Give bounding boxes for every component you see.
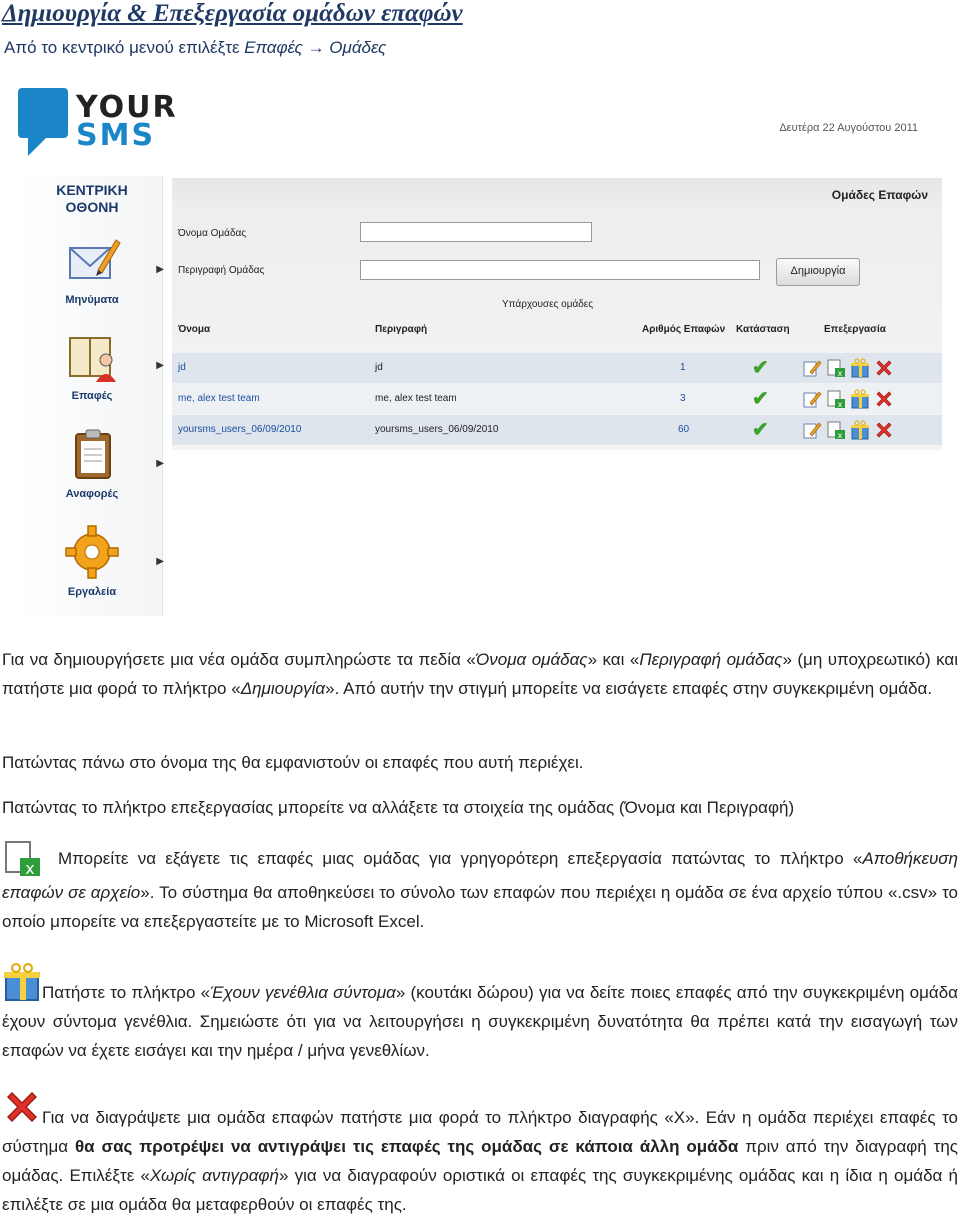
edit-icon[interactable] — [802, 389, 822, 409]
sidebar-item-reports[interactable]: Αναφορές ▶ — [22, 424, 162, 500]
table-row — [172, 384, 942, 414]
app-screenshot — [12, 80, 948, 620]
group-description: me, alex test team — [375, 393, 457, 404]
path-groups: Ομάδες — [329, 38, 387, 57]
export-file-icon — [2, 838, 42, 878]
table-row — [172, 415, 942, 445]
group-name-link[interactable]: jd — [178, 362, 186, 373]
gift-birthday-icon[interactable] — [850, 358, 870, 378]
sidebar-item-contacts[interactable]: Επαφές ▶ — [22, 326, 162, 402]
group-description: jd — [375, 362, 383, 373]
paragraph-create: Για να δημιουργήσετε μια νέα ομάδα συμπληρώστε τα πεδία «Όνομα ομάδας» και «Περιγραφή ομάδας» (μη υποχρεωτικό) και πατήστε μια φορά το πλήκτρο «Δημιουργία». Από αυτήν την στιγμή μπορείτε να εισάγετε επαφές στην συγκεκριμένη ομάδα. — [2, 650, 958, 698]
navigation-instruction: Από το κεντρικό μενού επιλέξτε Επαφές → Ομάδες — [4, 38, 387, 57]
delete-icon[interactable] — [874, 358, 894, 378]
edit-icon[interactable] — [802, 420, 822, 440]
arrow-icon: → — [307, 38, 325, 57]
group-name-input[interactable] — [360, 222, 592, 242]
col-description: Περιγραφή — [375, 324, 428, 335]
gift-birthday-icon — [2, 962, 42, 1002]
chevron-right-icon: ▶ — [156, 360, 164, 371]
groups-panel — [172, 178, 942, 450]
svg-text:x: x — [837, 431, 843, 440]
contact-count: 1 — [680, 362, 686, 373]
paragraph-view: Πατώντας πάνω στο όνομα της θα εμφανιστούν οι επαφές που αυτή περιέχει. — [2, 753, 584, 772]
chevron-right-icon: ▶ — [156, 556, 164, 567]
paragraph-export: x Μπορείτε να εξάγετε τις επαφές μιας ομάδας για γρηγορότερη επεξεργασία πατώντας το πλήκτρο «Αποθήκευση επαφών σε αρχείο». Το σύστημα θα αποθηκεύσει το σύνολο των επαφών που περιέχει η ομάδα σε ένα αρχείο τύπου «.csv» το οποίο μπορείτε να επεξεργαστείτε με το Microsoft Excel. — [2, 838, 958, 936]
export-file-icon[interactable] — [826, 389, 846, 409]
group-name-link[interactable]: yoursms_users_06/09/2010 — [178, 424, 302, 435]
group-name-link[interactable]: me, alex test team — [178, 393, 260, 404]
svg-text:x: x — [25, 859, 35, 878]
contact-count: 60 — [678, 424, 690, 435]
status-check-icon: ✔ — [752, 357, 769, 379]
chevron-right-icon: ▶ — [156, 264, 164, 275]
gift-birthday-icon[interactable] — [850, 389, 870, 409]
status-check-icon: ✔ — [752, 388, 769, 410]
clipboard-report-icon — [62, 424, 122, 484]
chevron-right-icon: ▶ — [156, 458, 164, 469]
delete-icon[interactable] — [874, 420, 894, 440]
paragraph-delete: Για να διαγράψετε μια ομάδα επαφών πατήστε μια φορά το πλήκτρο διαγραφής «Χ». Εάν η ομάδα περιέχει επαφές το σύστημα θα σας προτρέψει να αντιγράψει τις επαφές της ομάδας σε κάποια άλλη ομάδα πριν από την διαγραφή της ομάδας. Επιλέξτε «Χωρίς αντιγραφή» για να διαγραφούν οριστικά οι επαφές της συγκεκριμένης ομάδας και η ίδια η ομάδα ή επιλέξτε σε μια ομάδα θα μεταφερθούν οι επαφές της. — [2, 1087, 958, 1219]
gear-icon — [62, 522, 122, 582]
group-name-label: Όνομα Ομάδας — [178, 228, 247, 239]
path-contacts: Επαφές — [244, 38, 303, 57]
create-button[interactable]: Δημιουργία — [776, 258, 860, 286]
existing-groups-label: Υπάρχουσες ομάδες — [502, 299, 594, 310]
col-status: Κατάσταση — [736, 324, 790, 335]
envelope-quill-icon — [62, 230, 122, 290]
delete-icon[interactable] — [874, 389, 894, 409]
col-name: Όνομα — [178, 324, 211, 335]
logo-bubble-icon — [18, 88, 68, 138]
status-check-icon: ✔ — [752, 419, 769, 441]
col-edit: Επεξεργασία — [824, 324, 886, 335]
paragraph-edit: Πατώντας το πλήκτρο επεξεργασίας μπορείτε να αλλάξετε τα στοιχεία της ομάδας (Όνομα και Περιγραφή) — [2, 798, 795, 817]
gift-birthday-icon[interactable] — [850, 420, 870, 440]
group-description-label: Περιγραφή Ομάδας — [178, 265, 265, 276]
svg-text:x: x — [837, 369, 843, 378]
sidebar-item-messages[interactable]: Μηνύματα ▶ — [22, 230, 162, 306]
paragraph-birthdays: Πατήστε το πλήκτρο «Έχουν γενέθλια σύντομα» (κουτάκι δώρου) για να δείτε ποιες επαφές από την συγκεκριμένη ομάδα έχουν σύντομα γενέθλια. Σημειώστε ότι για να λειτουργήσει η συγκεκριμένη δυνατότητα θα πρέπει κατά την εισαγωγή των επαφών να έχετε εισάγει και την ημέρα / μήνα γενεθλίων. — [2, 962, 958, 1065]
edit-icon[interactable] — [802, 358, 822, 378]
svg-text:x: x — [837, 400, 843, 409]
panel-title: Ομάδες Επαφών — [831, 188, 928, 202]
page-title: Δημιουργία & Επεξεργασία ομάδων επαφών — [2, 0, 463, 27]
contact-count: 3 — [680, 393, 686, 404]
group-description: yoursms_users_06/09/2010 — [375, 424, 499, 435]
sidebar-home[interactable]: ΚΕΝΤΡΙΚΗ ΟΘΟΝΗ — [56, 182, 128, 215]
yoursms-logo: YOUR SMS — [18, 88, 178, 160]
export-file-icon[interactable] — [826, 358, 846, 378]
table-row — [172, 353, 942, 383]
sidebar — [22, 176, 163, 616]
export-file-icon[interactable] — [826, 420, 846, 440]
current-date: Δευτέρα 22 Αυγούστου 2011 — [779, 122, 918, 134]
group-description-input[interactable] — [360, 260, 760, 280]
col-count: Αριθμός Επαφών — [642, 324, 726, 335]
sidebar-item-tools[interactable]: Εργαλεία ▶ — [22, 522, 162, 598]
delete-icon — [2, 1087, 42, 1127]
contact-book-icon — [62, 326, 122, 386]
